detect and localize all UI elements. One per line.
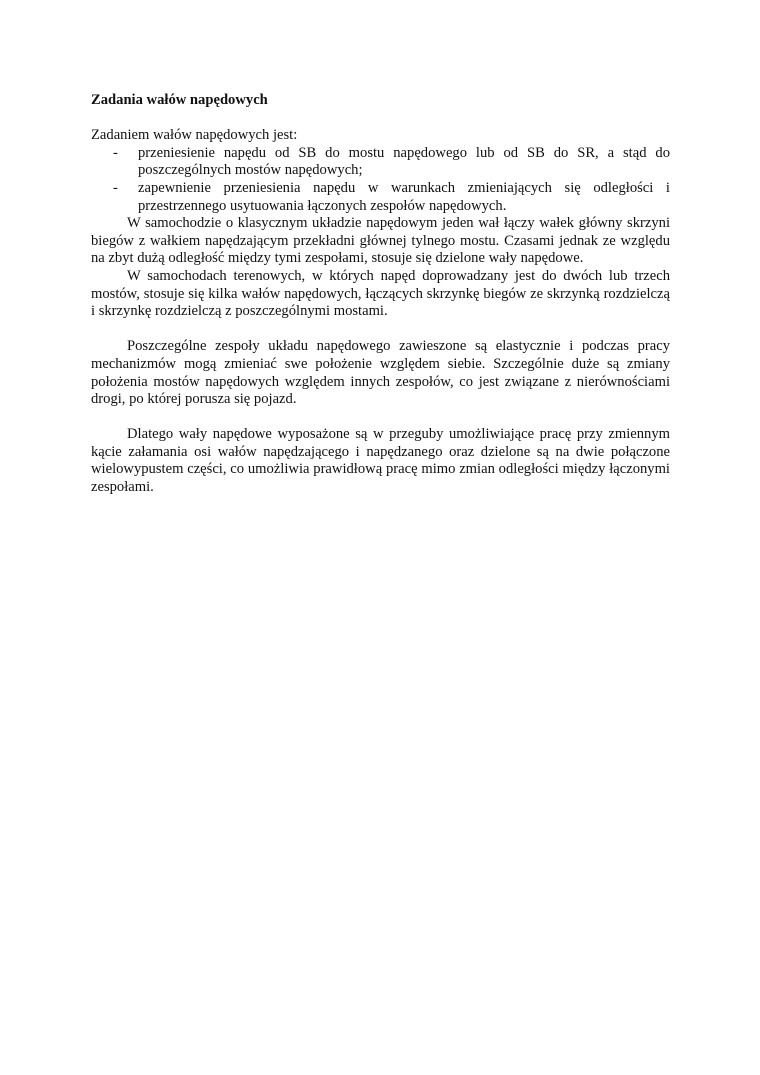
list-item (113, 144, 670, 180)
dash-bullet: - (113, 144, 118, 161)
document-body (91, 92, 670, 497)
dash-bullet: - (113, 179, 118, 196)
list-item (113, 179, 670, 215)
task-list (91, 145, 670, 215)
paragraph: W samochodach terenowych, w których napęd doprowadzany jest do dwóch lub trzech mostów, stosuje się kilka wałów napędowych, łączących skrzynkę biegów ze skrzynką rozdzielczą i skrzynkę rozdzielczą z poszczególnymi mostami. (91, 267, 670, 320)
list-item-text: przeniesienie napędu od SB do mostu napędowego lub od SB do SR, a stąd do poszczególnych mostów napędowych; (138, 144, 670, 179)
paragraph: Dlatego wały napędowe wyposażone są w przeguby umożliwiające pracę przy zmiennym kącie załamania osi wałów napędzającego i napędzanego oraz dzielone są na dwie połączone wielowypustem części, co umożliwia prawidłową pracę mimo zmian odległości między łączonymi zespołami. (91, 426, 670, 496)
paragraph: Poszczególne zespoły układu napędowego zawieszone są elastycznie i podczas pracy mechanizmów mogą zmieniać swe położenie względem siebie. Szczególnie duże są zmiany położenia mostów napędowych względem innych zespołów, co jest związane z nierównościami drogi, po której porusza się pojazd. (91, 338, 670, 408)
paragraph-spacer (91, 321, 670, 339)
document-title: Zadania wałów napędowych (91, 92, 268, 108)
paragraph: W samochodzie o klasycznym układzie napędowym jeden wał łączy wałek główny skrzyni biegów z wałkiem napędzającym przekładni głównej tylnego mostu. Czasami jednak ze względu na zbyt dużą odległość między tymi zespołami, stosuje się dzielone wały napędowe. (91, 215, 670, 267)
list-item-text: zapewnienie przeniesienia napędu w warunkach zmieniających się odległości i przestrzennego usytuowania łączonych zespołów napędowych. (138, 179, 670, 214)
intro-text: Zadaniem wałów napędowych jest: (91, 127, 298, 144)
paragraph-spacer (91, 409, 670, 427)
